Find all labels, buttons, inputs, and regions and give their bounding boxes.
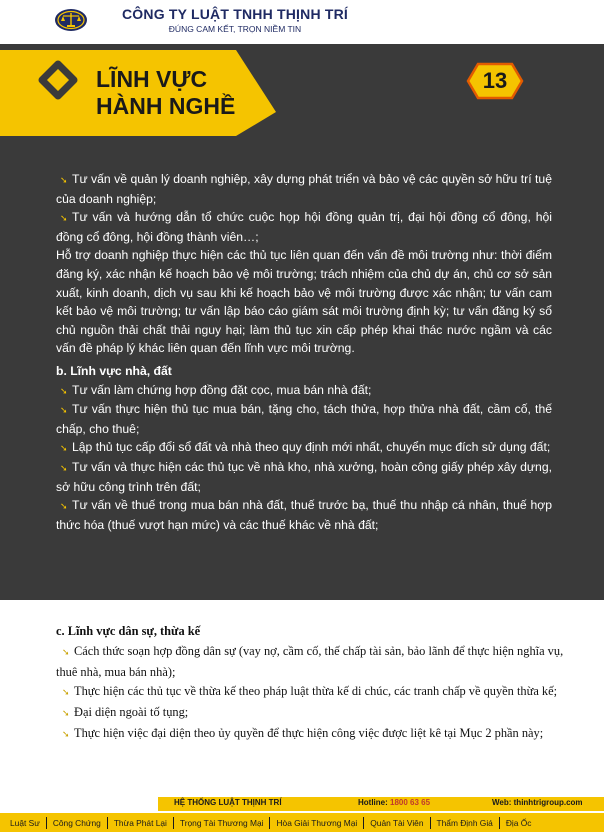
- section-heading-b: b. Lĩnh vực nhà, đất: [56, 363, 172, 378]
- arrow-bullet-icon: ➘: [62, 728, 70, 739]
- banner-title: [96, 66, 235, 120]
- dark-section-text: [56, 170, 552, 534]
- banner-title-line1: LĨNH VỰC: [96, 66, 208, 92]
- scales-of-justice-logo-icon: [54, 8, 88, 32]
- footer-system-name: HỆ THỐNG LUẬT THỊNH TRÍ: [174, 798, 282, 807]
- section-heading-c: c. Lĩnh vực dân sự, thừa kế: [56, 624, 201, 638]
- arrow-bullet-icon: ➘: [62, 687, 70, 698]
- list-item: ➘ Tư vấn về quản lý doanh nghiệp, xây dựng phát triển và bảo vệ các quyền sở hữu trí tuệ của doanh nghiệp;: [56, 172, 552, 206]
- page-number: 13: [482, 68, 508, 93]
- footer-nav-bar: [0, 813, 604, 832]
- list-item: ➘ Tư vấn về thuế trong mua bán nhà đất, thuế trước bạ, thuế thu nhập cá nhân, thuế hợp thức hóa (thuế vượt hạn mức) và các thuế khác về nhà đất;: [56, 498, 552, 532]
- footer-nav-item-hoa-giai[interactable]: Hòa Giải Thương Mại: [269, 817, 363, 829]
- footer-nav-item-tham-dinh-gia[interactable]: Thẩm Định Giá: [430, 817, 499, 829]
- arrow-bullet-icon: ➘: [60, 501, 68, 512]
- arrow-bullet-icon: ➘: [60, 443, 68, 454]
- footer-info-strip: [158, 797, 604, 811]
- web-url-link[interactable]: thinhtrigroup.com: [513, 798, 583, 807]
- footer-nav-item-thua-phat-lai[interactable]: Thừa Phát Lại: [107, 817, 173, 829]
- arrow-bullet-icon: ➘: [62, 708, 70, 719]
- footer-web: Web: thinhtrigroup.com: [492, 798, 583, 807]
- arrow-bullet-icon: ➘: [60, 175, 68, 185]
- footer-nav-item-luat-su[interactable]: Luật Sư: [10, 817, 40, 828]
- list-item: ➘ Thực hiện việc đại diện theo ủy quyền để thực hiện công việc được liệt kê tại Mục 2 phần này;: [56, 724, 566, 745]
- arrow-bullet-icon: ➘: [60, 385, 68, 396]
- arrow-bullet-icon: ➘: [62, 646, 70, 657]
- list-item: ➘ Cách thức soạn hợp đồng dân sự (vay nợ, cầm cố, thế chấp tài sản, bảo lãnh để thực hiện nghĩa vụ, thuê nhà, mua bán nhà);: [56, 643, 564, 679]
- arrow-bullet-icon: ➘: [60, 462, 68, 473]
- footer-nav-item-cong-chung[interactable]: Công Chứng: [46, 817, 107, 829]
- footer-nav-item-quan-tai-vien[interactable]: Quản Tài Viên: [363, 817, 429, 829]
- light-section-text: [56, 622, 566, 745]
- arrow-bullet-icon: ➘: [60, 213, 68, 224]
- footer-nav-item-dia-oc[interactable]: Địa Ốc: [499, 817, 538, 829]
- list-item: ➘ Thực hiện các thủ tục về thừa kế theo pháp luật thừa kế di chúc, các tranh chấp về quyền thừa kế;: [56, 682, 566, 703]
- page-header: [0, 0, 604, 44]
- company-slogan: ĐÚNG CAM KẾT, TRỌN NIỀM TIN: [168, 24, 302, 34]
- list-item: ➘ Lập thủ tục cấp đổi sổ đất và nhà theo quy định mới nhất, chuyển mục đích sử dụng đất;: [56, 438, 552, 458]
- arrow-bullet-icon: ➘: [60, 405, 68, 416]
- list-item: ➘ Tư vấn làm chứng hợp đồng đặt cọc, mua bán nhà đất;: [56, 381, 552, 401]
- company-name: CÔNG TY LUẬT TNHH THỊNH TRÍ: [121, 6, 349, 22]
- banner-title-line2: HÀNH NGHỀ: [96, 93, 236, 119]
- list-item: ➘ Tư vấn và hướng dẫn tổ chức cuộc họp hội đồng quản trị, đại hội đồng cổ đông, hội đồng cổ đông, hội đồng thành viên…;: [56, 210, 552, 244]
- footer-hotline: Hotline: 1800 63 65: [358, 798, 431, 807]
- footer-nav-item-trong-tai[interactable]: Trọng Tài Thương Mại: [173, 817, 270, 829]
- company-block: [120, 6, 350, 34]
- hotline-number[interactable]: 1800 63 65: [390, 798, 431, 807]
- list-item: ➘ Đại diện ngoài tố tụng;: [56, 703, 566, 724]
- environment-paragraph: Hỗ trợ doanh nghiệp thực hiện các thủ tục liên quan đến vấn đề môi trường như: thời điểm đăng ký, xác nhận kế hoạch bảo vệ môi trường; trách nhiệm của chủ dự án, chủ cơ sở sản xuất, kinh doanh, dịch vụ sau khi kế hoạch bảo vệ môi trường được xác nhận; tư vấn cam kết bảo vệ môi trường; tư vấn lập báo cáo giám sát môi trường định kỳ; tư vấn đăng ký sổ chủ nguồn thải chất thải nguy hại; làm thủ tục xin cấp phép khai thác nước ngầm và các vấn đề pháp lý khác liên quan đến lĩnh vực môi trường.: [56, 248, 552, 356]
- list-item: ➘ Tư vấn thực hiện thủ tục mua bán, tặng cho, tách thửa, hợp thửa nhà đất, cầm cố, thế chấp, cho thuê;: [56, 402, 552, 436]
- list-item: ➘ Tư vấn và thực hiện các thủ tục về nhà kho, nhà xưởng, hoàn công giấy phép xây dựng, sở hữu công trình trên đất;: [56, 459, 552, 494]
